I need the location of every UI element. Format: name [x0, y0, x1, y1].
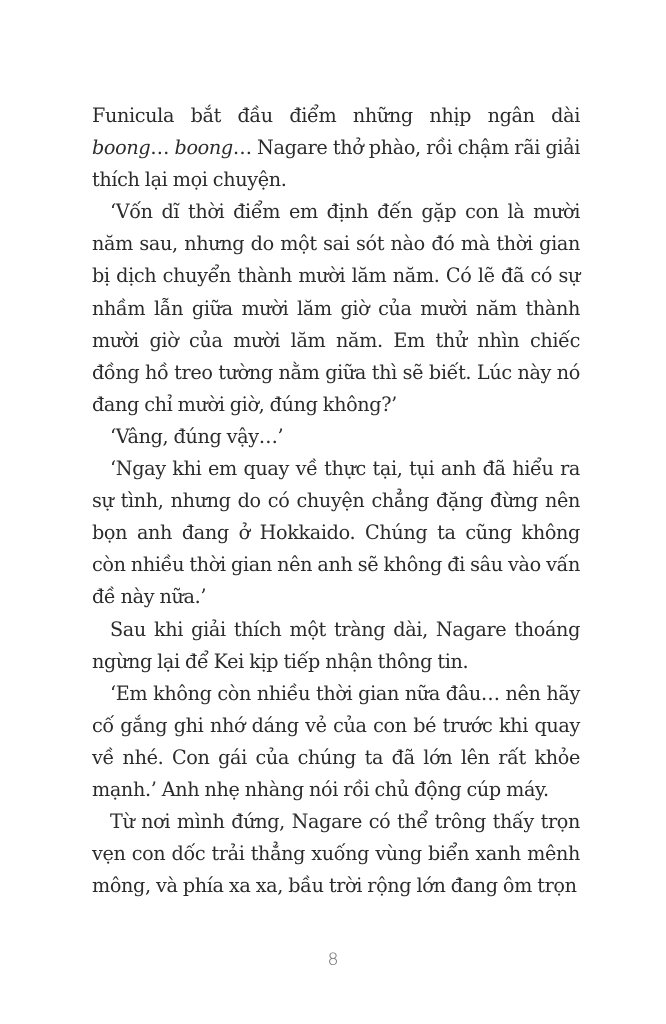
- paragraph-text: ‘Vâng, đúng vậy…’: [110, 424, 284, 448]
- body-text: [92, 100, 580, 902]
- paragraph-text: ‘Ngay khi em quay về thực tại, tụi anh đã hiểu ra sự tình, nhưng do có chuyện chẳng đặng đừng nên bọn anh đang ở Hokkaido. Chúng ta cũng không còn nhiều thời gian nên anh sẽ không đi sâu vào vấn đề này nữa.’: [92, 457, 580, 609]
- paragraph-5: [92, 614, 580, 678]
- paragraph-6: [92, 678, 580, 806]
- page-number: 8: [327, 950, 339, 970]
- paragraph-text: …: [150, 136, 175, 160]
- italic-sound-word: boong: [92, 136, 151, 160]
- paragraph-1: [92, 100, 580, 196]
- paragraph-4: [92, 453, 580, 613]
- paragraph-text: Từ nơi mình đứng, Nagare có thể trông thấy trọn vẹn con dốc trải thẳng xuống vùng biển xanh mênh mông, và phía xa xa, bầu trời rộng lớn đang ôm trọn: [92, 810, 580, 898]
- paragraph-text: … Nagare thở phào, rồi chậm rãi giải thích lại mọi chuyện.: [92, 136, 581, 192]
- paragraph-text: Funicula bắt đầu điểm những nhịp ngân dài: [92, 104, 580, 127]
- paragraph-2: [92, 196, 580, 421]
- paragraph-3: [92, 421, 580, 453]
- paragraph-text: ‘Vốn dĩ thời điểm em định đến gặp con là mười năm sau, nhưng do một sai sót nào đó mà thời gian bị dịch chuyển thành mười lăm năm. Có lẽ đã có sự nhầm lẫn giữa mười lăm giờ của mười năm thành mười giờ của mười lăm năm. Em thử nhìn chiếc đồng hồ treo tường nằm giữa thì sẽ biết. Lúc này nó đang chỉ mười giờ, đúng không?’: [92, 200, 580, 416]
- italic-sound-word: boong: [174, 136, 233, 160]
- paragraph-text: ‘Em không còn nhiều thời gian nữa đâu… nên hãy cố gắng ghi nhớ dáng vẻ của con bé trước khi quay về nhé. Con gái của chúng ta đã lớn lên rất khỏe mạnh.’ Anh nhẹ nhàng nói rồi chủ động cúp máy.: [92, 681, 580, 801]
- paragraph-7: [92, 806, 580, 902]
- paragraph-text: Sau khi giải thích một tràng dài, Nagare thoáng ngừng lại để Kei kịp tiếp nhận thông tin.: [92, 617, 580, 673]
